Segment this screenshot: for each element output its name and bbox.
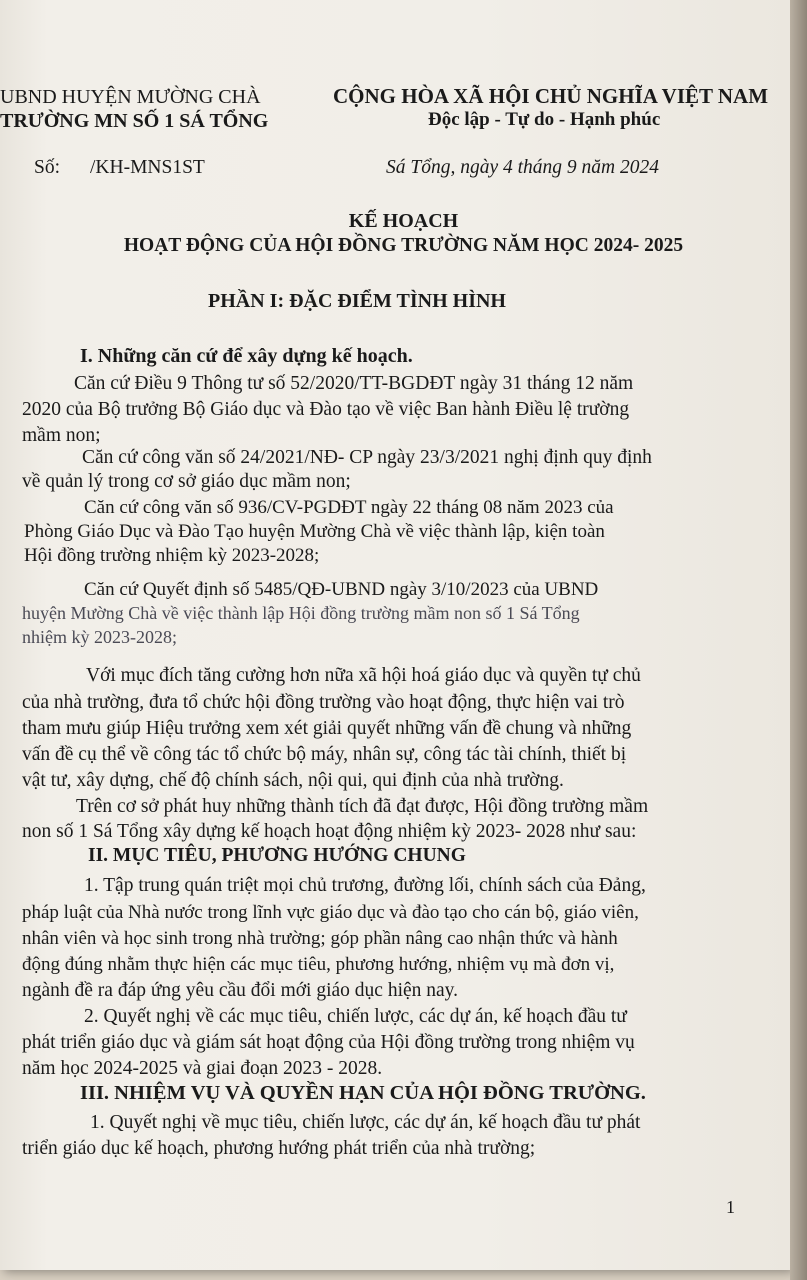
paragraph-line: về quản lý trong cơ sở giáo dục mầm non; xyxy=(22,471,351,492)
document-number: /KH-MNS1ST xyxy=(90,157,205,178)
paragraph-line: Căn cứ Quyết định số 5485/QĐ-UBND ngày 3/10/2023 của UBND xyxy=(84,579,599,600)
paragraph-line: vật tư, xây dựng, chế độ chính sách, nội qui, qui định của nhà trường. xyxy=(22,770,564,791)
part1-heading: PHẦN I: ĐẶC ĐIỂM TÌNH HÌNH xyxy=(208,290,506,312)
org-name-line1: UBND HUYỆN MƯỜNG CHÀ xyxy=(0,86,261,108)
paragraph-line: nhân viên và học sinh trong nhà trường; góp phần nâng cao nhận thức và hành xyxy=(22,928,618,949)
paragraph-line: 1. Tập trung quán triệt mọi chủ trương, đường lối, chính sách của Đảng, xyxy=(84,875,646,896)
paragraph-line: mầm non; xyxy=(22,425,101,446)
section2-heading: II. MỤC TIÊU, PHƯƠNG HƯỚNG CHUNG xyxy=(88,845,466,866)
section3-heading: III. NHIỆM VỤ VÀ QUYỀN HẠN CỦA HỘI ĐỒNG TRƯỜNG. xyxy=(80,1082,646,1104)
section1-heading: I. Những căn cứ để xây dựng kế hoạch. xyxy=(80,345,413,367)
paragraph-line: Căn cứ Điều 9 Thông tư số 52/2020/TT-BGDĐT ngày 31 tháng 12 năm xyxy=(74,373,634,394)
document-title: KẾ HOẠCH xyxy=(348,210,459,232)
document-subtitle: HOẠT ĐỘNG CỦA HỘI ĐỒNG TRƯỜNG NĂM HỌC 2024- 2025 xyxy=(123,235,684,256)
paragraph-line: 1. Quyết nghị về mục tiêu, chiến lược, các dự án, kế hoạch đầu tư phát xyxy=(90,1112,641,1133)
document-number-label: Số: xyxy=(34,157,61,178)
paragraph-line: nhiệm kỳ 2023-2028; xyxy=(22,627,177,647)
page-number: 1 xyxy=(726,1197,735,1217)
paragraph-line: năm học 2024-2025 và giai đoạn 2023 - 2028. xyxy=(22,1058,383,1079)
paragraph-line: pháp luật của Nhà nước trong lĩnh vực giáo dục và đào tạo cho cán bộ, giáo viên, xyxy=(22,902,639,923)
paragraph-line: Căn cứ công văn số 936/CV-PGDĐT ngày 22 tháng 08 năm 2023 của xyxy=(84,497,614,518)
paragraph-line: Với mục đích tăng cường hơn nữa xã hội hoá giáo dục và quyền tự chủ xyxy=(86,665,641,686)
paragraph-line: triển giáo dục kế hoạch, phương hướng phát triển của nhà trường; xyxy=(22,1138,536,1159)
paragraph-line: Hội đồng trường nhiệm kỳ 2023-2028; xyxy=(24,545,320,566)
paragraph-line: phát triển giáo dục và giám sát hoạt động của Hội đồng trường trong nhiệm vụ xyxy=(22,1032,635,1053)
paragraph-line: 2. Quyết nghị về các mục tiêu, chiến lược, các dự án, kế hoạch đầu tư xyxy=(84,1006,627,1027)
paragraph-line: non số 1 Sá Tổng xây dựng kế hoạch hoạt động nhiệm kỳ 2023- 2028 như sau: xyxy=(22,821,637,842)
paragraph-line: Căn cứ công văn số 24/2021/NĐ- CP ngày 23/3/2021 nghị định quy định xyxy=(82,447,652,468)
paragraph-line: huyện Mường Chà về việc thành lập Hội đồng trường mầm non số 1 Sá Tổng xyxy=(22,603,580,623)
paragraph-line: Phòng Giáo Dục và Đào Tạo huyện Mường Chà về việc thành lập, kiện toàn xyxy=(24,521,605,542)
org-name-line2: TRƯỜNG MN SỐ 1 SÁ TỔNG xyxy=(0,110,269,132)
paragraph-line: Trên cơ sở phát huy những thành tích đã đạt được, Hội đồng trường mầm xyxy=(76,796,649,817)
paragraph-line: vấn đề cụ thể về công tác tổ chức bộ máy, nhân sự, công tác tài chính, thiết bị xyxy=(22,744,627,765)
nation-motto: Độc lập - Tự do - Hạnh phúc xyxy=(428,109,661,130)
paragraph-line: 2020 của Bộ trưởng Bộ Giáo dục và Đào tạo về việc Ban hành Điều lệ trường xyxy=(22,399,630,420)
nation-title: CỘNG HÒA XÃ HỘI CHỦ NGHĨA VIỆT NAM xyxy=(333,84,769,108)
paragraph-line: của nhà trường, đưa tổ chức hội đồng trường vào hoạt động, thực hiện vai trò xyxy=(22,692,625,713)
paragraph-line: ngành đề ra đáp ứng yêu cầu đổi mới giáo dục hiện nay. xyxy=(22,980,459,1001)
paragraph-line: tham mưu giúp Hiệu trưởng xem xét giải quyết những vấn đề chung và những xyxy=(22,718,632,739)
paper-edge-shadow xyxy=(790,0,807,1280)
paragraph-line: động đúng nhằm thực hiện các mục tiêu, phương hướng, nhiệm vụ mà đơn vị, xyxy=(22,954,615,975)
place-date: Sá Tổng, ngày 4 tháng 9 năm 2024 xyxy=(386,157,659,178)
